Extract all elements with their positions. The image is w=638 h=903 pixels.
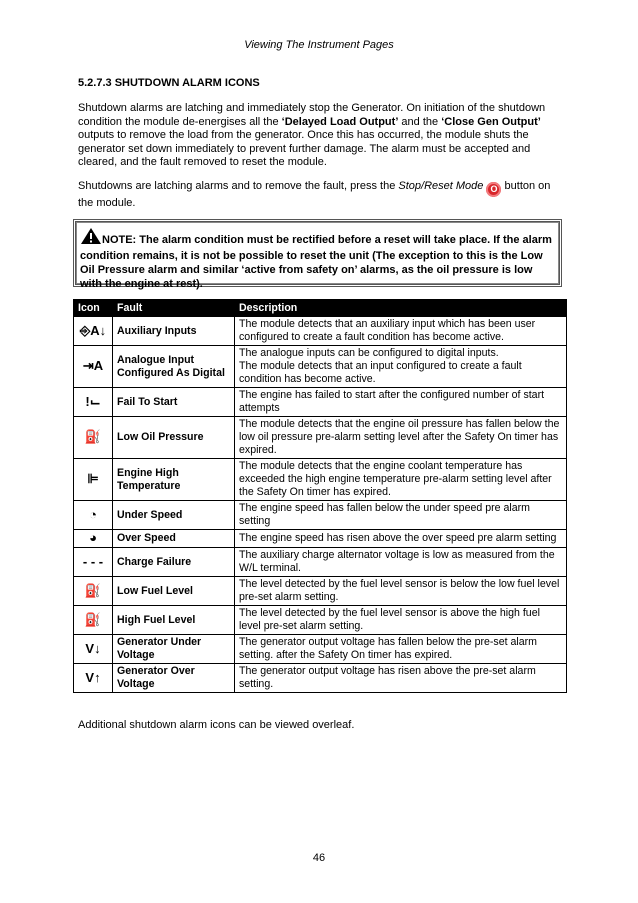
fault-description: The level detected by the fuel level sensor is below the low fuel level pre-set alarm setting. <box>235 577 567 606</box>
analogue-input-icon <box>74 346 113 388</box>
fault-description: The generator output voltage has fallen below the pre-set alarm setting. after the Safety On timer has expired. <box>235 635 567 664</box>
icon-glyph: ⊫ <box>87 471 99 486</box>
icon-glyph: ⛽ <box>84 611 102 627</box>
table-row <box>74 459 567 501</box>
fault-name: Generator Over Voltage <box>113 664 235 693</box>
icon-glyph: ⛽ <box>84 429 102 444</box>
table-row <box>74 635 567 664</box>
fault-description: The engine has failed to start after the configured number of start attempts <box>235 388 567 417</box>
warning-triangle-icon <box>80 227 102 249</box>
table-row <box>74 606 567 635</box>
header-fault: Fault <box>113 300 235 317</box>
reset-text-1: Shutdowns are latching alarms and to remove the fault, press the <box>78 180 399 192</box>
fault-description: The engine speed has risen above the over speed pre alarm setting <box>235 530 567 548</box>
under-speed-icon <box>74 501 113 530</box>
under-voltage-icon <box>74 635 113 664</box>
table-row <box>74 577 567 606</box>
page-number: 46 <box>312 852 326 864</box>
fault-name: Low Oil Pressure <box>113 417 235 459</box>
footer-note: Additional shutdown alarm icons can be viewed overleaf. <box>78 719 355 731</box>
stop-reset-button-icon: O <box>486 182 501 197</box>
table-row <box>74 388 567 417</box>
table-row <box>74 417 567 459</box>
delayed-load-output-label: ‘Delayed Load Output’ <box>281 115 399 128</box>
fault-name: Under Speed <box>113 501 235 530</box>
fault-description: The auxiliary charge alternator voltage is low as measured from the W/L terminal. <box>235 548 567 577</box>
intro-text-2: and the <box>398 115 442 128</box>
over-speed-icon <box>74 530 113 548</box>
fault-name: High Fuel Level <box>113 606 235 635</box>
stop-reset-mode-label: Stop/Reset Mode <box>398 180 484 192</box>
fault-description: The generator output voltage has risen above the pre-set alarm setting. <box>235 664 567 693</box>
table-row <box>74 317 567 346</box>
fault-description: The module detects that an auxiliary input which has been user configured to create a fault condition has become active. <box>235 317 567 346</box>
fault-name: Auxiliary Inputs <box>113 317 235 346</box>
intro-text-3: outputs to remove the load from the generator. Once this has occurred, the module shuts the generator set down immediately to prevent further damage. The alarm must be accepted and cleared, and the fault removed to reset the module. <box>78 129 531 168</box>
table-row <box>74 501 567 530</box>
fault-name: Over Speed <box>113 530 235 548</box>
note-box <box>73 219 562 290</box>
icon-glyph: V↑ <box>85 669 101 685</box>
reset-paragraph <box>78 180 568 211</box>
intro-text-1: Shutdown alarms are latching and immediately stop the Generator. On initiation of the shutdown condition the module de-energises all the <box>78 102 546 128</box>
table-row <box>74 664 567 693</box>
fault-name: Low Fuel Level <box>113 577 235 606</box>
fault-description: The module detects that the engine oil pressure has fallen below the low oil pressure pre-alarm setting level after the Safety On timer has expired. <box>235 417 567 459</box>
fault-description: The level detected by the fuel level sensor is above the high fuel level pre-set alarm setting. <box>235 606 567 635</box>
header-description: Description <box>235 300 567 317</box>
icon-glyph: ◕ <box>89 530 97 545</box>
shutdown-alarm-table <box>73 299 567 693</box>
fault-description: The engine speed has fallen below the under speed pre alarm setting <box>235 501 567 530</box>
icon-glyph: V↓ <box>85 640 101 656</box>
header-icon: Icon <box>74 300 113 317</box>
fault-name: Fail To Start <box>113 388 235 417</box>
high-fuel-icon <box>74 606 113 635</box>
table-header-row <box>74 300 567 317</box>
fault-name: Engine High Temperature <box>113 459 235 501</box>
low-fuel-icon <box>74 577 113 606</box>
fault-name: Charge Failure <box>113 548 235 577</box>
oil-can-icon <box>74 417 113 459</box>
table-row <box>74 346 567 388</box>
charge-failure-icon <box>74 548 113 577</box>
page-header: Viewing The Instrument Pages <box>244 39 394 51</box>
fault-description: The analogue inputs can be configured to digital inputs. The module detects that an input configured to create a fault condition has become active. <box>235 346 567 388</box>
icon-glyph: ⛽ <box>84 582 102 598</box>
intro-paragraph <box>78 102 568 170</box>
icon-glyph: ◔ <box>89 506 97 522</box>
fault-description: The module detects that the engine coolant temperature has exceeded the high engine temperature pre-alarm setting level after the Safety On timer has expired. <box>235 459 567 501</box>
reset-text-2: button on the module. <box>78 180 551 209</box>
auxiliary-input-icon <box>74 317 113 346</box>
note-text: NOTE: The alarm condition must be rectified before a reset will take place. If the alarm condition remains, it is not be possible to reset the unit (The exception to this is the Low Oil Pressure alarm and similar ‘active from safety on’ alarms, as the oil pressure is low with the engine at rest). <box>80 234 552 290</box>
icon-glyph: ⇥A <box>82 358 104 373</box>
fault-name: Generator Under Voltage <box>113 635 235 664</box>
close-gen-output-label: ‘Close Gen Output’ <box>441 115 541 128</box>
coolant-temperature-icon <box>74 459 113 501</box>
icon-glyph: - - - <box>82 553 104 569</box>
fault-name: Analogue Input Configured As Digital <box>113 346 235 388</box>
fail-to-start-icon <box>74 388 113 417</box>
table-row <box>74 548 567 577</box>
section-title: 5.2.7.3 SHUTDOWN ALARM ICONS <box>78 77 260 89</box>
over-voltage-icon <box>74 664 113 693</box>
table-row <box>74 530 567 548</box>
icon-glyph: !⌙ <box>85 393 101 409</box>
icon-glyph: ⎆A↓ <box>79 322 107 338</box>
